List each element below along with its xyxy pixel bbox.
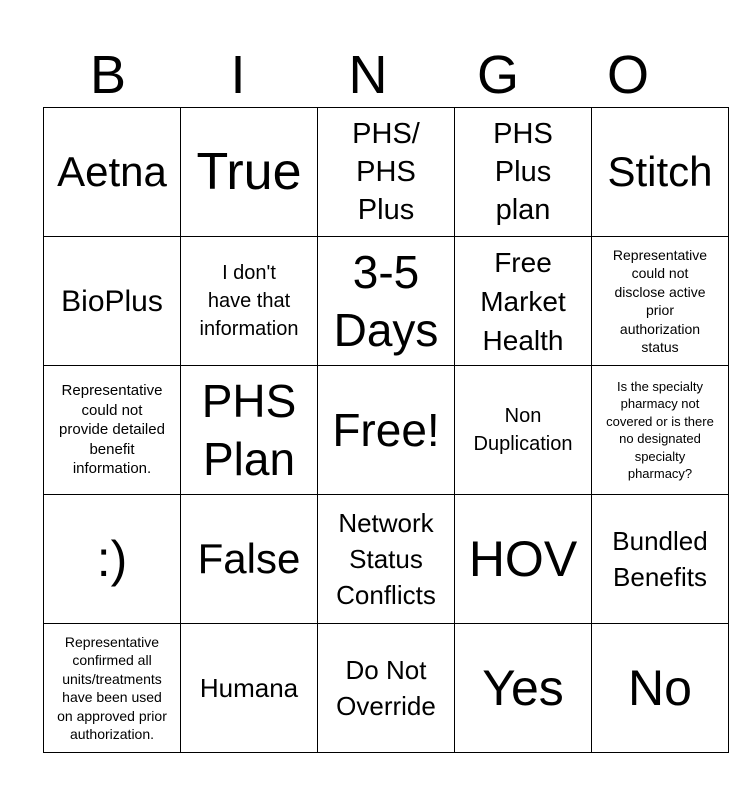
board-row (44, 624, 729, 753)
board-row (44, 495, 729, 624)
cell-text: Aetna (57, 148, 167, 195)
bingo-cell[interactable] (44, 495, 181, 624)
cell-text: Bundled Benefits (612, 526, 708, 592)
cell-text: :) (96, 531, 128, 587)
cell-text: Network Status Conflicts (336, 508, 436, 610)
bingo-cell[interactable] (44, 366, 181, 495)
bingo-cell[interactable] (592, 237, 729, 366)
board-row (44, 366, 729, 495)
board-row (44, 108, 729, 237)
bingo-cell[interactable] (592, 495, 729, 624)
cell-text: Yes (482, 660, 564, 716)
bingo-cell[interactable] (455, 237, 592, 366)
header-letter-n: N (348, 45, 388, 105)
cell-text: PHS Plan (201, 375, 297, 485)
cell-text: Non Duplication (473, 405, 573, 455)
bingo-cell[interactable] (181, 366, 318, 495)
header-letter-g: G (476, 45, 519, 105)
cell-text: Free Market Health (480, 246, 566, 356)
board-row (44, 237, 729, 366)
cell-text: Do Not Override (336, 655, 436, 721)
bingo-cell[interactable] (592, 624, 729, 753)
cell-text: PHS Plus plan (493, 118, 553, 226)
header-letter-b: B (89, 45, 127, 105)
bingo-cell[interactable] (592, 366, 729, 495)
bingo-cell[interactable] (44, 108, 181, 237)
bingo-cell[interactable] (455, 108, 592, 237)
bingo-cell[interactable] (455, 366, 592, 495)
cell-text: BioPlus (61, 284, 163, 318)
bingo-cell[interactable] (318, 237, 455, 366)
cell-text: Representative could not provide detailed benefit information. (59, 382, 165, 478)
cell-text: False (197, 535, 301, 582)
bingo-cell[interactable] (181, 237, 318, 366)
bingo-cell[interactable] (318, 495, 455, 624)
bingo-cell[interactable] (455, 624, 592, 753)
cell-text: Representative confirmed all units/treatments have been used on approved prior authorization. (57, 633, 167, 742)
cell-text: True (196, 143, 302, 201)
cell-text: Free! (332, 404, 440, 456)
bingo-cell[interactable] (181, 624, 318, 753)
header-letter-i: I (230, 45, 246, 105)
bingo-cell[interactable] (318, 624, 455, 753)
cell-text: No (628, 660, 692, 716)
bingo-cell[interactable] (318, 108, 455, 237)
cell-text: PHS/ PHS Plus (352, 118, 420, 226)
bingo-cell[interactable] (318, 366, 455, 495)
header-letter-o: O (606, 45, 649, 105)
cell-text: Is the specialty pharmacy not covered or is there no designated specialty pharmacy? (606, 378, 714, 481)
bingo-cell[interactable] (181, 108, 318, 237)
bingo-board (43, 107, 729, 753)
cell-text: Stitch (607, 148, 713, 195)
bingo-cell[interactable] (455, 495, 592, 624)
cell-text: 3-5 Days (333, 246, 439, 356)
bingo-cell[interactable] (181, 495, 318, 624)
bingo-header (43, 44, 693, 106)
cell-text: I don't have that information (199, 262, 299, 340)
cell-text: Humana (199, 673, 299, 703)
bingo-cell[interactable] (592, 108, 729, 237)
bingo-cell[interactable] (44, 237, 181, 366)
cell-text: HOV (468, 531, 578, 587)
cell-text: Representative could not disclose active prior authorization status (612, 246, 708, 355)
bingo-cell[interactable] (44, 624, 181, 753)
